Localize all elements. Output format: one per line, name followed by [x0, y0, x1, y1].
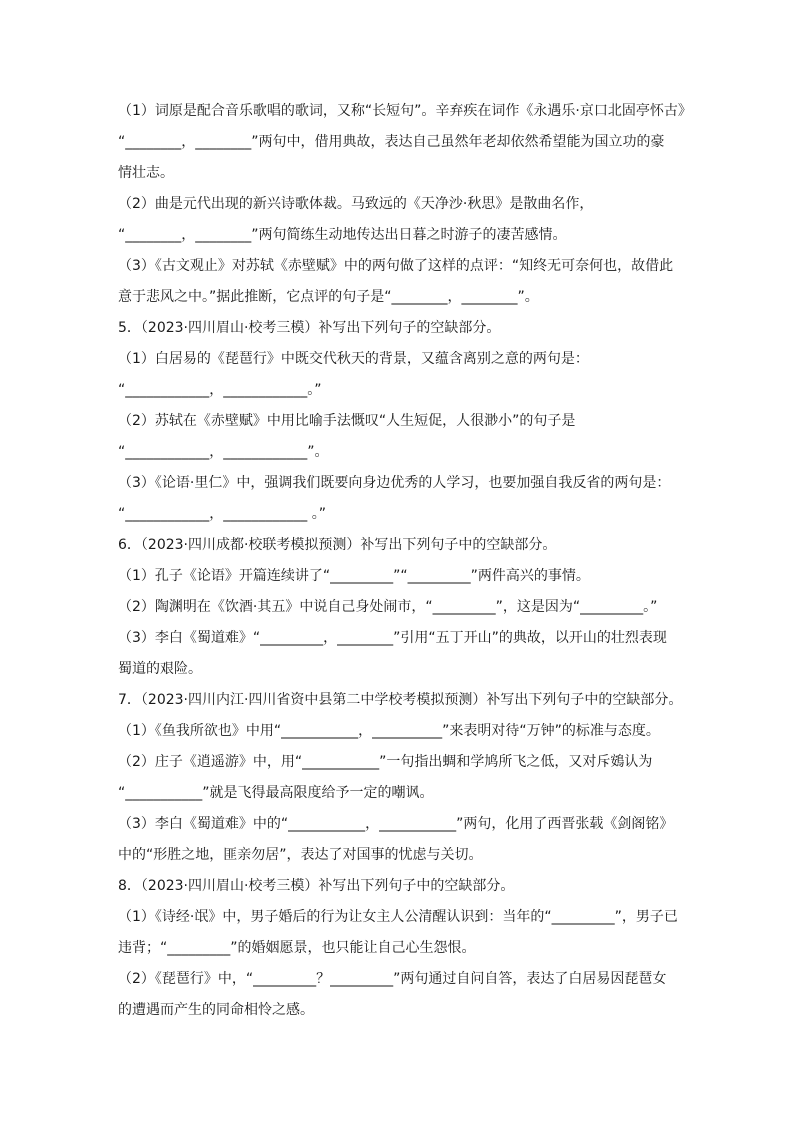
text-line: （2）曲是元代出现的新兴诗歌体裁。马致远的《天净沙·秋思》是散曲名作，: [118, 196, 594, 212]
text-line: （3）李白《蜀道难》中的“___________，___________”两句，化用了西晋张载《剑阁铭》: [118, 816, 674, 832]
text-line: “____________，____________”。: [118, 444, 329, 460]
question-heading: 8．（2023·四川眉山·校考三模）补写出下列句子中的空缺部分。: [118, 878, 515, 894]
text-line: “____________，____________ 。”: [118, 506, 326, 522]
text-line: 蜀道的艰险。: [118, 661, 202, 677]
question-heading: 5．（2023·四川眉山·校考三模）补写出下列句子的空缺部分。: [118, 320, 501, 336]
text-line: （3）《论语·里仁》中，强调我们既要向身边优秀的人学习，也要加强自我反省的两句是：: [118, 475, 671, 491]
text-line: “___________”就是飞得最高限度给予一定的嘲讽。: [118, 785, 434, 801]
text-line: （1）孔子《论语》开篇连续讲了“_________”“_________”两件高兴的事情。: [118, 568, 590, 584]
text-line: 情壮志。: [118, 165, 174, 181]
document-page: [118, 96, 693, 1026]
text-line: （3）《古文观止》对苏轼《赤壁赋》中的两句做了这样的点评：“知终无可奈何也，故借此: [118, 258, 674, 274]
text-line: （1）白居易的《琵琶行》中既交代秋天的背景，又蕴含离别之意的两句是：: [118, 351, 589, 367]
text-line: （3）李白《蜀道难》“_________，________”引用“五丁开山”的典故，以开山的壮烈表现: [118, 630, 667, 646]
text-line: （2）陶渊明在《饮酒·其五》中说自己身处闹市，“_________”，这是因为“_________。”: [118, 599, 658, 615]
text-line: （2）庄子《逍遥游》中，用“___________”一句指出蜩和学鸠所飞之低，又对斥鴳认为: [118, 754, 653, 770]
question-heading: 7．（2023·四川内江·四川省资中县第二中学校考模拟预测）补写出下列句子中的空缺部分。: [118, 692, 683, 708]
text-line: 的遭遇而产生的同命相怜之感。: [118, 1002, 314, 1018]
text-line: （2）《琵琶行》中，“_________？_________”两句通过自问自答，表达了白居易因琵琶女: [118, 971, 667, 987]
text-line: 意于悲风之中。”据此推断，它点评的句子是“________，________”。: [118, 289, 539, 305]
text-line: （2）苏轼在《赤壁赋》中用比喻手法慨叹“人生短促，人很渺小”的句子是: [118, 413, 576, 429]
text-line: “________，________”两句简练生动地传达出日暮之时游子的凄苦感情。: [118, 227, 567, 243]
text-line: （1）《诗经·氓》中，男子婚后的行为让女主人公清醒认识到：当年的“_________”，男子已: [118, 909, 678, 925]
text-line: （1）词原是配合音乐歌唱的歌词，又称“长短句”。辛弃疾在词作《永遇乐·京口北固亭怀古》: [118, 103, 692, 119]
text-line: 违背；“_________”的婚姻愿景，也只能让自己心生怨恨。: [118, 940, 476, 956]
text-line: “____________，____________。”: [118, 382, 322, 398]
question-heading: 6．（2023·四川成都·校联考模拟预测）补写出下列句子中的空缺部分。: [118, 537, 557, 553]
text-line: “________，________”两句中，借用典故，表达自己虽然年老却依然希望能为国立功的豪: [118, 134, 665, 150]
text-line: 中的“形胜之地，匪亲勿居”，表达了对国事的忧虑与关切。: [118, 847, 483, 863]
text-line: （1）《鱼我所欲也》中用“___________，__________”来表明对待“万钟”的标准与态度。: [118, 723, 660, 739]
